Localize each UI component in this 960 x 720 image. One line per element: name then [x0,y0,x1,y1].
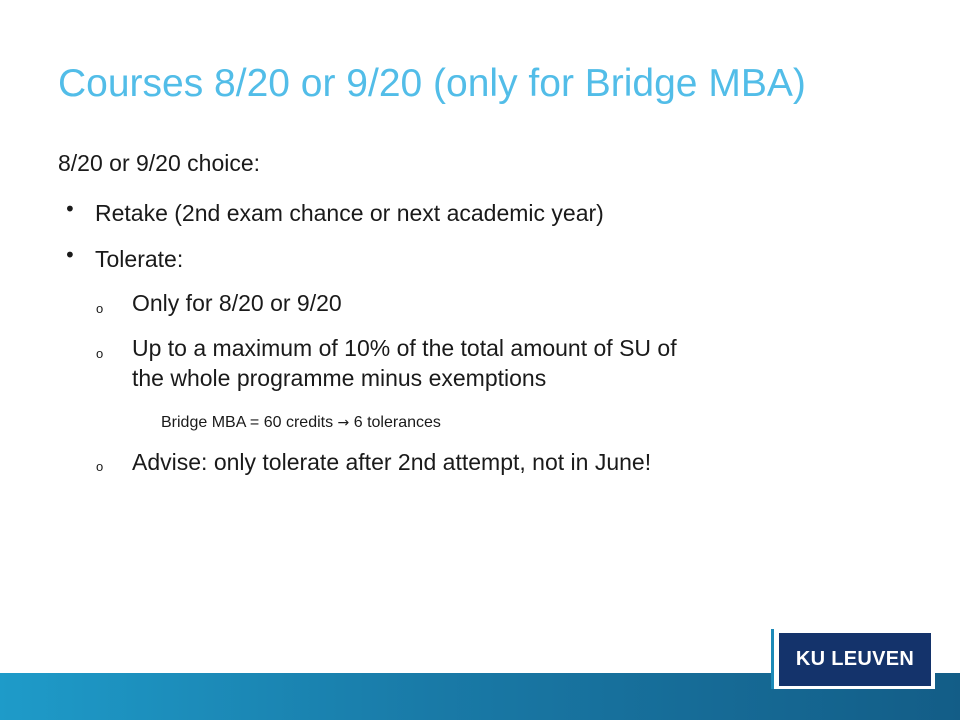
bullet-retake: Retake (2nd exam chance or next academic year) [95,200,604,226]
intro-text: 8/20 or 9/20 choice: [58,150,261,176]
credits-note-right: 6 tolerances [353,414,441,431]
sub-bullet-only-for: Only for 8/20 or 9/20 [132,290,342,316]
slide-title: Courses 8/20 or 9/20 (only for Bridge MBA) [58,62,806,105]
sub-bullet-max-line2: the whole programme minus exemptions [132,365,547,391]
bullet-icon: • [64,243,76,267]
ku-leuven-logo: KU LEUVEN [779,633,931,686]
sub-bullet-advise: Advise: only tolerate after 2nd attempt, not in June! [132,449,652,475]
bullet-tolerate: Tolerate: [95,246,184,272]
bullet-icon: • [64,197,76,221]
sub-bullet-max-line1: Up to a maximum of 10% of the total amount of SU of [132,335,677,361]
sub-bullet-icon: o [96,459,104,474]
credits-note [161,414,441,432]
credits-note-left: Bridge MBA = 60 credits [161,414,334,431]
sub-bullet-icon: o [96,301,104,316]
sub-bullet-icon: o [96,346,104,361]
arrow-right-icon: → [337,415,350,431]
